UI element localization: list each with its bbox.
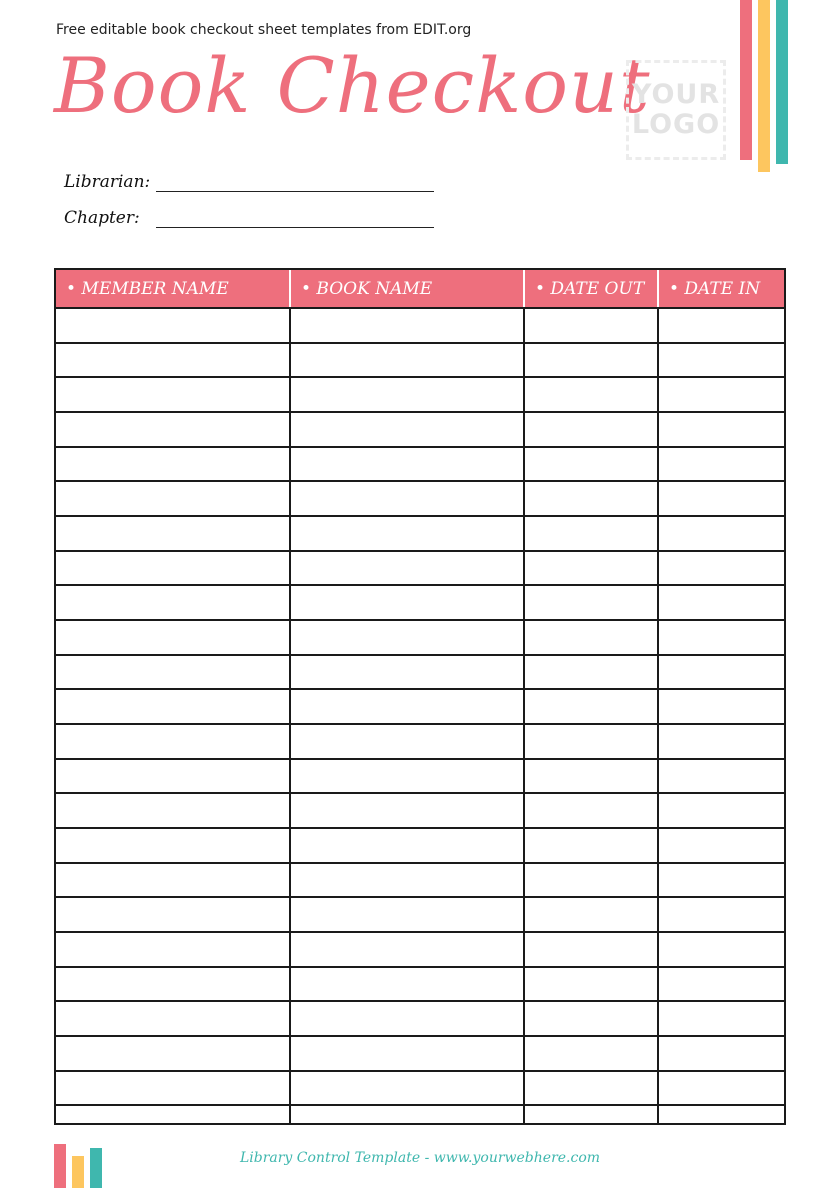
table-cell[interactable]	[290, 308, 524, 343]
table-cell[interactable]	[658, 1071, 784, 1106]
table-row	[56, 620, 784, 655]
accent-stripe-teal	[776, 0, 788, 164]
chapter-label: Chapter:	[64, 208, 140, 228]
librarian-field	[64, 170, 434, 192]
table-cell[interactable]	[658, 689, 784, 724]
table-cell[interactable]	[658, 343, 784, 378]
table-cell[interactable]	[56, 481, 290, 516]
table-cell[interactable]	[56, 447, 290, 482]
footer-text: Library Control Template - www.yourwebhere.com	[239, 1150, 601, 1166]
table-cell[interactable]	[524, 620, 658, 655]
table-cell[interactable]	[290, 551, 524, 586]
table-row	[56, 1071, 784, 1106]
table-cell[interactable]	[524, 481, 658, 516]
table-cell[interactable]	[658, 863, 784, 898]
table-cell[interactable]	[56, 551, 290, 586]
table-cell[interactable]	[290, 481, 524, 516]
table-cell[interactable]	[524, 516, 658, 551]
table-cell[interactable]	[524, 863, 658, 898]
table-cell[interactable]	[56, 585, 290, 620]
table-cell[interactable]	[524, 689, 658, 724]
table-cell[interactable]	[56, 689, 290, 724]
table-cell[interactable]	[658, 793, 784, 828]
table-cell[interactable]	[524, 447, 658, 482]
table-cell[interactable]	[290, 828, 524, 863]
table-row	[56, 551, 784, 586]
table-cell[interactable]	[658, 759, 784, 794]
table-cell[interactable]	[56, 759, 290, 794]
table-row	[56, 863, 784, 898]
table-cell[interactable]	[290, 759, 524, 794]
table-cell[interactable]	[56, 655, 290, 690]
table-cell[interactable]	[56, 897, 290, 932]
checkout-table	[54, 268, 786, 1125]
table-header-row	[56, 270, 784, 308]
table-cell[interactable]	[290, 516, 524, 551]
accent-stripe-yellow	[758, 0, 770, 172]
table-cell[interactable]	[290, 1071, 524, 1106]
table-cell[interactable]	[56, 1036, 290, 1071]
table-cell[interactable]	[658, 932, 784, 967]
table-cell[interactable]	[56, 1071, 290, 1106]
logo-line-1: YOUR	[631, 79, 721, 110]
table-cell[interactable]	[524, 793, 658, 828]
table-cell[interactable]	[290, 620, 524, 655]
table-row	[56, 481, 784, 516]
table-cell[interactable]	[524, 308, 658, 343]
table-row	[56, 1036, 784, 1071]
table-cell[interactable]	[524, 724, 658, 759]
table-cell[interactable]	[56, 828, 290, 863]
table-cell[interactable]	[56, 343, 290, 378]
table-cell[interactable]	[56, 863, 290, 898]
table-row	[56, 932, 784, 967]
table-cell[interactable]	[658, 1105, 784, 1123]
table-row	[56, 1001, 784, 1036]
table-cell[interactable]	[658, 828, 784, 863]
table-cell[interactable]	[290, 412, 524, 447]
table-row	[56, 447, 784, 482]
table-cell[interactable]	[658, 377, 784, 412]
column-header-book-name: • BOOK NAME	[290, 270, 524, 308]
table-cell[interactable]	[524, 1036, 658, 1071]
table-cell[interactable]	[658, 551, 784, 586]
table-cell[interactable]	[524, 343, 658, 378]
table-cell[interactable]	[56, 516, 290, 551]
chapter-line[interactable]	[156, 206, 434, 228]
table-cell[interactable]	[524, 1071, 658, 1106]
table-cell[interactable]	[658, 308, 784, 343]
table-cell[interactable]	[290, 377, 524, 412]
table-cell[interactable]	[524, 759, 658, 794]
top-note: Free editable book checkout sheet templates from EDIT.org	[56, 22, 472, 38]
page-title: Book Checkout	[54, 41, 651, 130]
table-row	[56, 655, 784, 690]
table-cell[interactable]	[56, 967, 290, 1002]
table-cell[interactable]	[658, 655, 784, 690]
table-cell[interactable]	[658, 897, 784, 932]
table-cell[interactable]	[658, 585, 784, 620]
column-header-date-in: • DATE IN	[658, 270, 784, 308]
table-row	[56, 412, 784, 447]
table-cell[interactable]	[524, 377, 658, 412]
table-cell[interactable]	[658, 516, 784, 551]
table-cell[interactable]	[290, 863, 524, 898]
table-cell[interactable]	[56, 1001, 290, 1036]
table-cell[interactable]	[290, 1036, 524, 1071]
table-cell[interactable]	[524, 967, 658, 1002]
table-cell[interactable]	[524, 412, 658, 447]
table-cell[interactable]	[290, 585, 524, 620]
table-cell[interactable]	[658, 1036, 784, 1071]
table-cell[interactable]	[658, 724, 784, 759]
table-cell[interactable]	[56, 308, 290, 343]
table-row	[56, 793, 784, 828]
table-cell[interactable]	[524, 551, 658, 586]
table-cell[interactable]	[524, 585, 658, 620]
table-cell[interactable]	[290, 724, 524, 759]
table-row	[56, 377, 784, 412]
table-row	[56, 308, 784, 343]
logo-line-2: LOGO	[631, 109, 721, 140]
logo-placeholder	[626, 60, 726, 160]
table-row	[56, 343, 784, 378]
table-row	[56, 759, 784, 794]
table-cell[interactable]	[56, 620, 290, 655]
table-cell[interactable]	[658, 1001, 784, 1036]
table-row	[56, 1105, 784, 1123]
table-cell[interactable]	[524, 897, 658, 932]
table-cell[interactable]	[290, 793, 524, 828]
column-header-date-out: • DATE OUT	[524, 270, 658, 308]
column-header-member-name: • MEMBER NAME	[56, 270, 290, 308]
table-cell[interactable]	[290, 932, 524, 967]
table-cell[interactable]	[290, 1001, 524, 1036]
table-cell[interactable]	[524, 932, 658, 967]
accent-stripe-pink	[740, 0, 752, 160]
table-row	[56, 967, 784, 1002]
table-cell[interactable]	[56, 377, 290, 412]
table-cell[interactable]	[290, 967, 524, 1002]
table-cell[interactable]	[524, 1105, 658, 1123]
table-cell[interactable]	[524, 1001, 658, 1036]
table-cell[interactable]	[56, 793, 290, 828]
table-cell[interactable]	[290, 1105, 524, 1123]
table-cell[interactable]	[290, 689, 524, 724]
table-row	[56, 724, 784, 759]
chapter-field	[64, 206, 434, 228]
table-row	[56, 828, 784, 863]
table-cell[interactable]	[290, 897, 524, 932]
table-row	[56, 585, 784, 620]
table-cell[interactable]	[56, 932, 290, 967]
table-row	[56, 689, 784, 724]
table-cell[interactable]	[658, 967, 784, 1002]
table-cell[interactable]	[56, 412, 290, 447]
table-cell[interactable]	[658, 620, 784, 655]
table-cell[interactable]	[290, 343, 524, 378]
table-cell[interactable]	[658, 412, 784, 447]
table-cell[interactable]	[290, 655, 524, 690]
table-row	[56, 516, 784, 551]
librarian-line[interactable]	[156, 170, 434, 192]
librarian-label: Librarian:	[64, 172, 151, 192]
table-cell[interactable]	[658, 447, 784, 482]
table-row	[56, 897, 784, 932]
table-cell[interactable]	[56, 724, 290, 759]
table-cell[interactable]	[290, 447, 524, 482]
table-cell[interactable]	[56, 1105, 290, 1123]
table-cell[interactable]	[658, 481, 784, 516]
table-cell[interactable]	[524, 655, 658, 690]
table-cell[interactable]	[524, 828, 658, 863]
